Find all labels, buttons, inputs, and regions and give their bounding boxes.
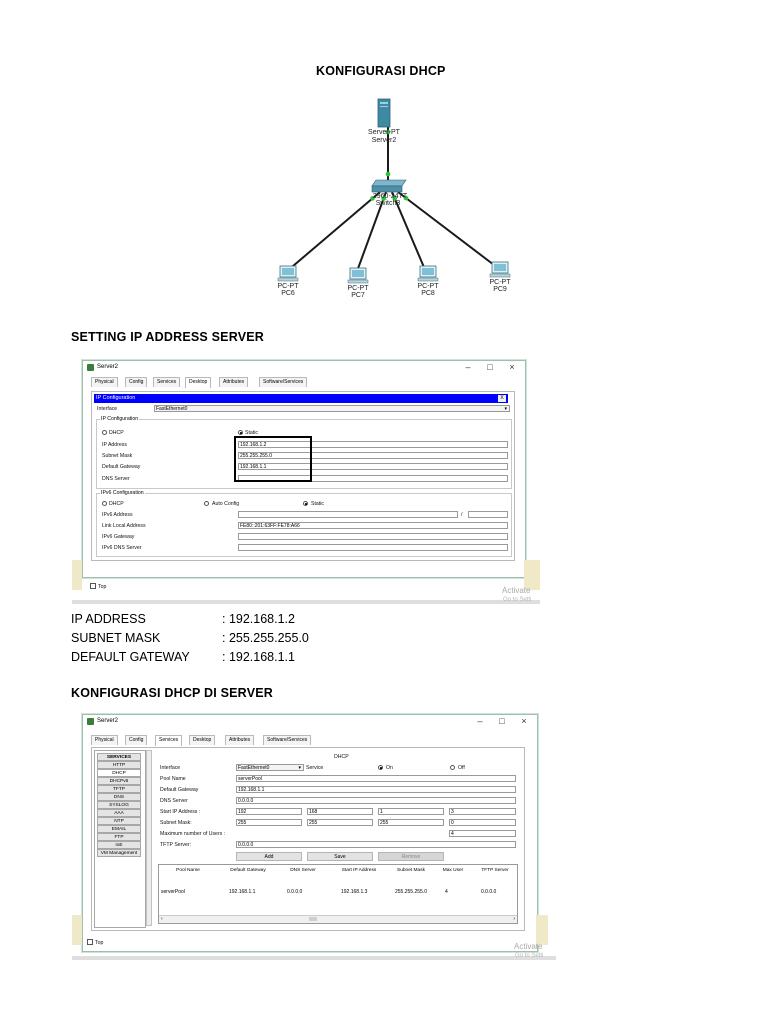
tab-physical[interactable]: Physical — [91, 377, 118, 387]
top-checkbox[interactable] — [90, 583, 96, 589]
start-ip-octet-3[interactable]: 1 — [378, 808, 444, 815]
pool-cell: 255.255.255.0 — [395, 889, 427, 895]
services-scrollbar[interactable] — [146, 750, 152, 926]
service-item-ftp[interactable]: FTP — [97, 833, 141, 841]
keyboard-icon — [278, 278, 298, 281]
pc-nodes — [278, 262, 512, 299]
pc-type-label: PC-PT — [417, 283, 439, 290]
pc-node[interactable] — [418, 266, 440, 297]
tab-config[interactable]: Config — [125, 735, 147, 745]
interface-select-value: FastEthernet0 — [238, 765, 270, 771]
ip-config-header-title: IP Configuration — [96, 395, 136, 401]
pc-name-label: PC7 — [351, 292, 365, 299]
info-value-gateway: : 192.168.1.1 — [222, 650, 295, 664]
tab-attributes[interactable]: Attributes — [219, 377, 248, 387]
default-gateway-label: Default Gateway — [102, 464, 141, 470]
switch-node[interactable] — [372, 180, 408, 207]
section-heading-dhcp-server: KONFIGURASI DHCP DI SERVER — [71, 686, 273, 700]
service-item-http[interactable]: HTTP — [97, 761, 141, 769]
interface-label: Interface — [160, 765, 181, 771]
dns-server-label: DNS Server — [160, 798, 188, 804]
pool-column-header[interactable]: Max User — [442, 868, 464, 873]
server-name-label: Server2 — [371, 137, 397, 144]
section-heading-ip-server: SETTING IP ADDRESS SERVER — [71, 330, 265, 344]
dns-server-input[interactable]: 0.0.0.0 — [236, 797, 516, 804]
chevron-down-icon: ▾ — [298, 765, 301, 771]
ip-address-input[interactable]: 192.168.1.2 — [238, 441, 508, 448]
keyboard-icon — [418, 278, 438, 281]
pool-cell: 4 — [445, 889, 448, 895]
window-shadow-bar — [72, 600, 540, 604]
pc-type-label: PC-PT — [347, 285, 369, 292]
close-config-button[interactable]: X — [498, 395, 506, 402]
keyboard-icon — [490, 274, 510, 277]
ipv6-static-radio[interactable] — [303, 501, 308, 506]
screen — [422, 268, 434, 275]
pc-name-label: PC9 — [493, 286, 507, 293]
info-label-gateway: DEFAULT GATEWAY — [71, 650, 190, 664]
service-item-dhcpv6[interactable]: DHCPv6 — [97, 777, 141, 785]
info-label-ip: IP ADDRESS — [71, 612, 146, 626]
switch-type-label: 2960-24TT — [372, 193, 408, 200]
pool-table-hscrollbar[interactable] — [159, 915, 517, 923]
static-radio-label: Static — [245, 430, 258, 436]
subnet-mask-octet-1[interactable]: 255 — [236, 819, 302, 826]
tab-config[interactable]: Config — [125, 377, 147, 387]
window-titlebar[interactable] — [83, 361, 525, 375]
window-title: Server2 — [97, 718, 119, 724]
port-light — [386, 172, 391, 177]
switch-pc-link — [286, 192, 380, 272]
ipv6-address-label: IPv6 Address — [102, 512, 133, 518]
ip-address-label: IP Address — [102, 442, 127, 448]
window-shadow-bar — [72, 956, 556, 960]
service-item-ioe[interactable]: IoE — [97, 841, 141, 849]
tab-attributes[interactable]: Attributes — [225, 735, 254, 745]
start-ip-label: Start IP Address : — [160, 809, 201, 815]
keyboard-icon — [348, 280, 368, 283]
scroll-thumb[interactable] — [309, 917, 317, 921]
tab-services[interactable]: Services — [153, 377, 180, 387]
background-strip-right — [536, 915, 548, 945]
ipv6-group-title: IPv6 Configuration — [101, 490, 144, 496]
ipv6-auto-config-label: Auto Config — [212, 501, 240, 507]
subnet-mask-octet-3[interactable]: 255 — [378, 819, 444, 826]
service-item-dhcp[interactable]: DHCP — [97, 769, 141, 777]
max-users-label: Maximum number of Users : — [160, 831, 226, 837]
pc-node[interactable] — [278, 266, 300, 297]
ipv6-gateway-label: IPv6 Gateway — [102, 534, 135, 540]
subnet-mask-octet-2[interactable]: 255 — [307, 819, 373, 826]
ipv6-address-input[interactable] — [238, 511, 458, 518]
pool-cell: 0.0.0.0 — [287, 889, 303, 895]
tab-software-services[interactable]: Software/Services — [259, 377, 307, 387]
subnet-mask-label: Subnet Mask — [102, 453, 133, 459]
dns-server-label: DNS Server — [102, 476, 130, 482]
window-title: Server2 — [97, 364, 119, 370]
app-icon — [87, 364, 94, 371]
pc-node[interactable] — [490, 262, 512, 293]
ipv6-dhcp-label: DHCP — [109, 501, 124, 507]
subnet-mask-input[interactable]: 255.255.255.0 — [238, 452, 508, 459]
screen — [352, 270, 364, 277]
add-button[interactable]: Add — [236, 852, 302, 861]
activation-watermark: Activate — [502, 586, 531, 595]
pool-column-header[interactable]: Pool Name — [176, 868, 200, 873]
interface-select[interactable] — [154, 405, 510, 412]
pool-column-header[interactable]: Subnet Mask — [397, 868, 425, 873]
desktop-pane — [91, 391, 515, 561]
interface-label: Interface — [97, 406, 118, 412]
top-checkbox-label: Top — [95, 940, 104, 946]
start-ip-octet-1[interactable]: 192 — [236, 808, 302, 815]
top-checkbox-label: Top — [98, 584, 107, 590]
interface-select[interactable] — [236, 764, 304, 771]
chevron-right-icon[interactable]: › — [513, 916, 515, 922]
service-label: Service — [306, 765, 324, 771]
ip-config-header — [94, 394, 508, 403]
ipv4-group-title: IP Configuration — [101, 416, 139, 422]
tab-software-services[interactable]: Software/Services — [263, 735, 311, 745]
remove-button[interactable]: Remove — [378, 852, 444, 861]
chevron-left-icon[interactable]: ‹ — [161, 916, 163, 922]
pool-cell: 192.168.1.1 — [229, 889, 256, 895]
info-value-ip: : 192.168.1.2 — [222, 612, 295, 626]
pool-column-header[interactable]: Start IP Address — [341, 868, 377, 873]
activation-watermark-sub: Go to Setti — [503, 597, 532, 603]
switch-pc-link — [398, 192, 498, 268]
pool-cell: 192.168.1.3 — [341, 889, 368, 895]
service-off-label: Off — [458, 765, 465, 771]
page-title: KONFIGURASI DHCP — [316, 64, 446, 78]
tab-desktop[interactable]: Desktop — [185, 377, 211, 388]
info-value-mask: : 255.255.255.0 — [222, 631, 309, 645]
ipv6-static-label: Static — [311, 501, 324, 507]
tab-physical[interactable]: Physical — [91, 735, 118, 745]
service-item-aaa[interactable]: AAA — [97, 809, 141, 817]
service-on-radio[interactable] — [378, 765, 383, 770]
service-item-syslog[interactable]: SYSLOG — [97, 801, 141, 809]
pool-name-input[interactable]: serverPool — [236, 775, 516, 782]
window-titlebar[interactable] — [83, 715, 537, 729]
ipv6-dhcp-radio[interactable] — [102, 501, 107, 506]
service-item-ntp[interactable]: NTP — [97, 817, 141, 825]
service-on-label: On — [386, 765, 393, 771]
pc-type-label: PC-PT — [489, 279, 511, 286]
default-gateway-input[interactable]: 192.168.1.1 — [236, 786, 516, 793]
dhcp-radio-label: DHCP — [109, 430, 124, 436]
services-header: SERVICES — [97, 753, 141, 761]
pc-type-label: PC-PT — [277, 283, 299, 290]
start-ip-octet-4[interactable]: 3 — [449, 808, 516, 815]
top-checkbox[interactable] — [87, 939, 93, 945]
static-radio[interactable] — [238, 430, 243, 435]
ipv6-auto-config-radio[interactable] — [204, 501, 209, 506]
switch-name-label: Switch3 — [375, 200, 401, 207]
ipv6-dns-input[interactable] — [238, 544, 508, 551]
dhcp-panel — [156, 750, 520, 926]
background-strip-left — [72, 560, 82, 590]
tab-services[interactable]: Services — [155, 735, 182, 746]
subnet-mask-label: Subnet Mask: — [160, 820, 192, 826]
info-label-mask: SUBNET MASK — [71, 631, 161, 645]
service-item-vm-management[interactable]: VM Management — [97, 849, 141, 857]
dhcp-panel-title: DHCP — [334, 754, 349, 760]
ipv6-prefix-input[interactable] — [468, 511, 508, 518]
server-window-ip-config — [82, 360, 526, 590]
server-type-label: Server-PT — [368, 129, 400, 136]
pool-table — [158, 864, 518, 924]
pool-column-header[interactable]: TFTP Server — [481, 868, 509, 873]
tftp-server-input[interactable]: 0.0.0.0 — [236, 841, 516, 848]
max-users-input[interactable]: 4 — [449, 830, 516, 837]
service-item-email[interactable]: EMAIL — [97, 825, 141, 833]
pool-cell: serverPool — [161, 889, 185, 895]
screen — [494, 264, 506, 271]
pool-name-label: Pool Name — [160, 776, 186, 782]
start-ip-octet-2[interactable]: 168 — [307, 808, 373, 815]
dhcp-radio[interactable] — [102, 430, 107, 435]
services-pane — [91, 747, 525, 931]
network-topology — [240, 92, 530, 322]
highlight-box — [234, 436, 312, 482]
pc-node[interactable] — [348, 268, 370, 299]
pool-cell: 0.0.0.0 — [481, 889, 497, 895]
ipv6-dns-label: IPv6 DNS Server — [102, 545, 142, 551]
server-node[interactable] — [368, 99, 401, 144]
minimize-icon[interactable]: – — [477, 716, 483, 726]
maximize-icon[interactable]: □ — [487, 362, 493, 372]
subnet-mask-octet-4[interactable]: 0 — [449, 819, 516, 826]
activation-watermark-sub: Go to Setti — [515, 953, 544, 959]
minimize-icon[interactable]: – — [465, 362, 471, 372]
tftp-server-label: TFTP Server: — [160, 842, 192, 848]
save-button[interactable]: Save — [307, 852, 373, 861]
interface-select-value: FastEthernet0 — [156, 406, 188, 412]
activation-watermark: Activate — [514, 942, 543, 951]
close-icon[interactable]: × — [509, 362, 515, 372]
link-local-label: Link Local Address — [102, 523, 146, 529]
default-gateway-label: Default Gateway — [160, 787, 199, 793]
pc-name-label: PC6 — [281, 290, 295, 297]
close-icon[interactable]: × — [521, 716, 527, 726]
services-list — [94, 750, 146, 928]
pool-column-header[interactable]: DNS Server — [290, 868, 316, 873]
service-off-radio[interactable] — [450, 765, 455, 770]
chevron-down-icon: ▾ — [504, 406, 507, 412]
ipv6-gateway-input[interactable] — [238, 533, 508, 540]
default-gateway-input[interactable]: 192.168.1.1 — [238, 463, 508, 470]
server-window-dhcp — [82, 714, 538, 952]
pc-name-label: PC8 — [421, 290, 435, 297]
service-item-dns[interactable]: DNS — [97, 793, 141, 801]
ipv6-prefix-slash: / — [461, 512, 463, 518]
app-icon — [87, 718, 94, 725]
tab-desktop[interactable]: Desktop — [189, 735, 215, 745]
pool-column-header[interactable]: Default Gateway — [230, 868, 266, 873]
maximize-icon[interactable]: □ — [499, 716, 505, 726]
link-local-input[interactable]: FE80::201:63FF:FE78:A66 — [238, 522, 508, 529]
background-strip-left — [72, 915, 82, 945]
screen — [282, 268, 294, 275]
service-item-tftp[interactable]: TFTP — [97, 785, 141, 793]
